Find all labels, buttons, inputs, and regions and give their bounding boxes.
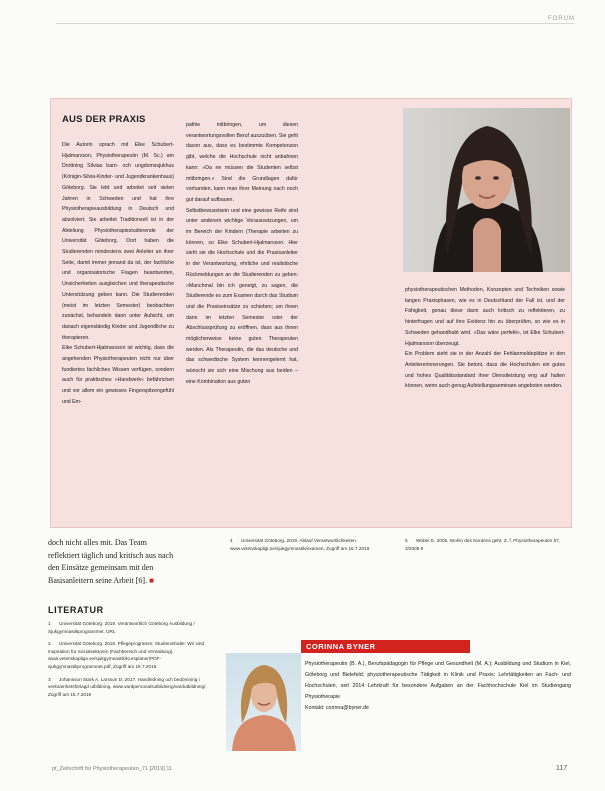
author-name: CORINNA BYNER [301,640,470,653]
box-paragraph: Die Autorin sprach mit Elke Schubert-Hjalmarsson, Physiotherapeutin (M. Sc.) am Drottning Silvias barn- och ungdomssjukhus (Königin-Silvia-Kinder- und Jugendkrankenhaus) Göteborg. Sie lebt und arbeitet seit vielen Jahren in Schweden und hat ihre Physiotherapieausbildung in Deutsch und absolviert. Sie arbeitet Traditionsell ist in der Abteilung Physiotherapiestudierende der Universität Göteborg. Dort haben die Studierenden mindestens zwei Anleiter an ihrer Seite, damit immer jemand da ist, der fachliche und organisatorische Fragen beantworten, Unsicherheiten ausgleichen und therapeutische Unterstützung geben kann. Die Studierenden (meist im letzten Semester) beobachten zunächst, behandeln dann unter Aufsicht, um danach eigenständig Kinder und Jugendliche zu therapieren. [62,142,174,341]
header-rule [56,23,575,24]
section-tag: FORUM [548,16,575,22]
journal-footer: pt_Zeitschrift für Physiotherapeuten_71 [2019] 11 [52,766,173,772]
box-title: AUS DER PRAXIS [62,114,146,125]
box-paragraph: pathie mitbringen, um diesen verantwortungsvollen Beruf auszuüben. Sie geht davon aus, dass es bestimmte Kompetenzen gibt, welche die Hochschule nicht anbahnen kann: »Da ne müssen die Studenten selbst mitbringen.« Sind die Grundlagen dafür vorhanden, kann man ihrer Meinung nach noch gut darauf aufbauen. [186,122,298,203]
reference-item: 1 Universität Göteborg. 2019. Verantwortlich Göteborg Ausbildung / Sjukgymnastikprogrammet. URL [48,621,195,634]
references-left [48,620,218,698]
author-contact: Kontakt: corinna@byner.de [305,704,369,711]
box-paragraph: physiotherapeutischen Methoden, Konzepten und Techniken sowie langen Praxisphasen, wie es in Deutschland der Fall ist, und der Fähigkeit, genau diese dann auch kritisch zu reflektieren, zu hinterfragen und auf ihre Evidenz hin zu überprüfen, so wie es in Schweden gehandhabt wird. »Das wäre perfekt«, ist Elke Schubert-Hjalmarsson überzeugt. [405,287,565,347]
box-paragraph: Selbstbewusstsein und eine gewisse Reife sind unter anderem wichtige Voraussetzungen, um im Bereich der Kindern (Therapie arbeiten zu können, so Elke Schubert-Hjalmarsson. Hier sieht sie die Hochschule und die Praxisanleiter in der Verantwortung, ehrliche und realistische Rückmeldungen an die Studierenden zu geben: »Manchmal bin ich geneigt, zu sagen, die Studierende es zum Examen durch das Studium und die Praxiseinsätze zu schieben; um ihnen dann im letzten Semester oder der Abschlussprüfung zu eröffnen, dass aus ihnen möglicherweise keine guten Therapeuten werden. Als Therapeutin, die das deutsche und das schwedische System kennengelernt hat, wünscht sie sich eine Mischung aus beiden – eine Kombination aus guten [186,207,298,385]
box-paragraph: Elke Schubert-Hjalmarsson ist wichtig, dass die angehenden Physiotherapeuten nicht nur über fundiertes fachliches Wissen verfügen, sondern auch für praktisches »Handwerk« befährichen und vor allem ein gewisses Fingerspitzengefühl und Em- [62,345,174,405]
box-column-2 [186,120,298,388]
references-right [405,537,565,552]
continuation-text: doch nicht alles mit. Das Team reflektiert täglich und kritisch aus nach den Einsätze gemeinsam mit den Basisanleitern seine Arbeit [6]. [48,538,174,585]
author-photo [226,653,301,751]
author-bio-text: Physiotherapeutin (B. A.), Berufspädagogin für Pflege und Gesundheit (M. A.); Ausbildung und Studium in Kiel, Göteborg und Bielefeld; physiotherapeutische Tätigkeit in Klinik und Praxis; Lehrtätigkeiten an Fach- und Hochschulen, seit 2014 Lehrkraft für besondere Aufgaben an der Fachhochschule Kiel im Studiengang Physiotherapie [305,661,571,700]
article-continuation [48,537,176,587]
reference-item: 5 Weber E. 2005. Wohin des Nordens geht. Z. f. Physiotherapeuten 57, 3/2005 9 [405,538,561,551]
box-column-1 [62,140,174,408]
reference-item: 2 Universität Göteborg. 2018. Pflegeprogramm: Studieninhalte: Wir sind Inspiration für Sozialsektoren (Fachbereich und Verwaltung). www.vetenskapliga.se/sjukgymnastik/Kursplaner/PDF-sjukgymnastikprogrammet.pdf, Zugriff am 16.7.2019 [48,641,205,669]
box-column-3 [405,285,565,392]
box-paragraph: Ein Problem sieht sie in der Anzahl der Fehlanmeldeplätze in den Anleitererinnerungen. Sie betont, dass die Hochschulen ein gutes und hohes Qualitätsstandard ihrer Dienstleistung eng auf halten können, wenn auch genug Aufstellungsseminare angeboten werden. [405,351,565,390]
literatur-title: LITERATUR [48,605,104,615]
author-bio [305,659,571,714]
page-number: 117 [556,765,568,772]
interviewee-photo [403,108,570,272]
end-mark: ■ [149,575,154,585]
reference-item: 3 Johansson Stark A, Larsson D. 2017. Handledning och bedömning i verksamhetsförlagd utbildning. www.vardpersonalsutbildning/vardutbildning/, Zugriff am 16.7.2019 [48,676,207,697]
references-middle [230,537,395,552]
reference-item: 4 Universität Göteborg. 2019. Ablauf Verantwortlichkeiten. www.vetenskapligt.se/sjukgymnastik/examen, Zugriff am 16.7.2019 [230,538,370,551]
